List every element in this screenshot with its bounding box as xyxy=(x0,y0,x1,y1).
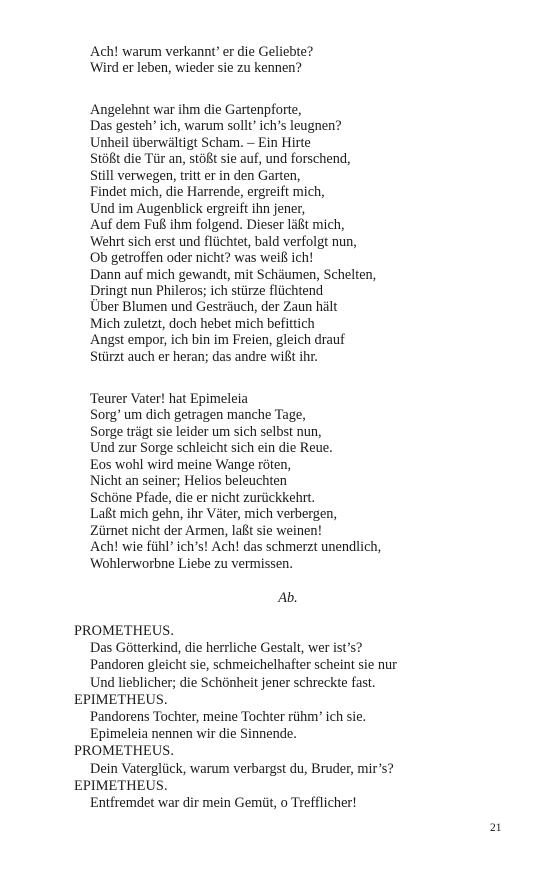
verse-line: Teurer Vater! hat Epimeleia xyxy=(90,391,248,407)
verse-stanza xyxy=(90,102,376,365)
verse-line: Eos wohl wird meine Wange röten, xyxy=(90,456,292,473)
speaker-name: EPIMETHEUS. xyxy=(74,691,168,708)
verse-line: Das gesteh’ ich, warum sollt’ ich’s leugnen? xyxy=(90,118,342,135)
verse-line: Angelehnt war ihm die Gartenpforte, xyxy=(90,102,302,118)
verse-line: Ach! warum verkannt’ er die Geliebte? xyxy=(90,44,314,60)
verse-line: Stößt die Tür an, stößt sie auf, und forschend, xyxy=(90,151,351,168)
verse-line: Sorge trägt sie leider um sich selbst nun, xyxy=(90,423,322,440)
verse-line: Stürzt auch er heran; das andre wißt ihr. xyxy=(90,348,318,365)
verse-line: Still verwegen, tritt er in den Garten, xyxy=(90,167,301,184)
verse-line: Und im Augenblick ergreift ihn jener, xyxy=(90,200,306,217)
verse-line: Mich zuletzt, doch hebet mich befittich xyxy=(90,315,315,332)
verse-line: Sorg’ um dich getragen manche Tage, xyxy=(90,407,306,424)
verse-line: Ob getroffen oder nicht? was weiß ich! xyxy=(90,250,314,267)
speech-line: Pandorens Tochter, meine Tochter rühm’ ich sie. xyxy=(90,709,367,726)
verse-line: Unheil überwältigt Scham. – Ein Hirte xyxy=(90,134,311,151)
verse-line: Dann auf mich gewandt, mit Schäumen, Schelten, xyxy=(90,266,377,283)
speaker-name: EPIMETHEUS. xyxy=(74,777,168,794)
verse-stanza xyxy=(90,44,313,77)
speech-line: Epimeleia nennen wir die Sinnende. xyxy=(90,726,297,743)
verse-line: Wehrt sich erst und flüchtet, bald verfolgt nun, xyxy=(90,233,357,250)
verse-line: Wohlerworbne Liebe zu vermissen. xyxy=(90,555,293,572)
verse-stanza xyxy=(90,391,381,572)
speaker-name: PROMETHEUS. xyxy=(74,743,174,760)
verse-line: Und zur Sorge schleicht sich ein die Reue. xyxy=(90,440,333,457)
verse-line: Angst empor, ich bin im Freien, gleich drauf xyxy=(90,332,345,349)
verse-line: Dringt nun Phileros; ich stürze flüchtend xyxy=(90,282,324,299)
page-number: 21 xyxy=(490,822,502,834)
speech-line: Dein Vaterglück, warum verbargst du, Bruder, mir’s? xyxy=(90,760,394,777)
verse-line: Schöne Pfade, die er nicht zurückkehrt. xyxy=(90,489,316,506)
speech-line: Entfremdet war dir mein Gemüt, o Trefflicher! xyxy=(90,795,357,812)
speech-line: Das Götterkind, die herrliche Gestalt, wer ist’s? xyxy=(90,640,363,657)
speaker-name: PROMETHEUS. xyxy=(74,623,174,639)
verse-line: Auf dem Fuß ihm folgend. Dieser läßt mich, xyxy=(90,217,345,234)
verse-line: Über Blumen und Gesträuch, der Zaun hält xyxy=(90,299,338,316)
verse-line: Ach! wie fühl’ ich’s! Ach! das schmerzt unendlich, xyxy=(90,539,382,556)
stage-direction: Ab. xyxy=(278,590,298,606)
speech-line: Pandoren gleicht sie, schmeichelhafter scheint sie nur xyxy=(90,657,397,674)
verse-line: Findet mich, die Harrende, ergreift mich, xyxy=(90,184,325,201)
speech-line: Und lieblicher; die Schönheit jener schreckte fast. xyxy=(90,674,376,691)
verse-line: Wird er leben, wieder sie zu kennen? xyxy=(90,60,302,77)
verse-line: Nicht an seiner; Helios beleuchten xyxy=(90,473,287,490)
verse-line: Zürnet nicht der Armen, laßt sie weinen! xyxy=(90,522,323,539)
verse-line: Laßt mich gehn, ihr Väter, mich verbergen, xyxy=(90,506,338,523)
dialogue-block xyxy=(74,623,397,812)
